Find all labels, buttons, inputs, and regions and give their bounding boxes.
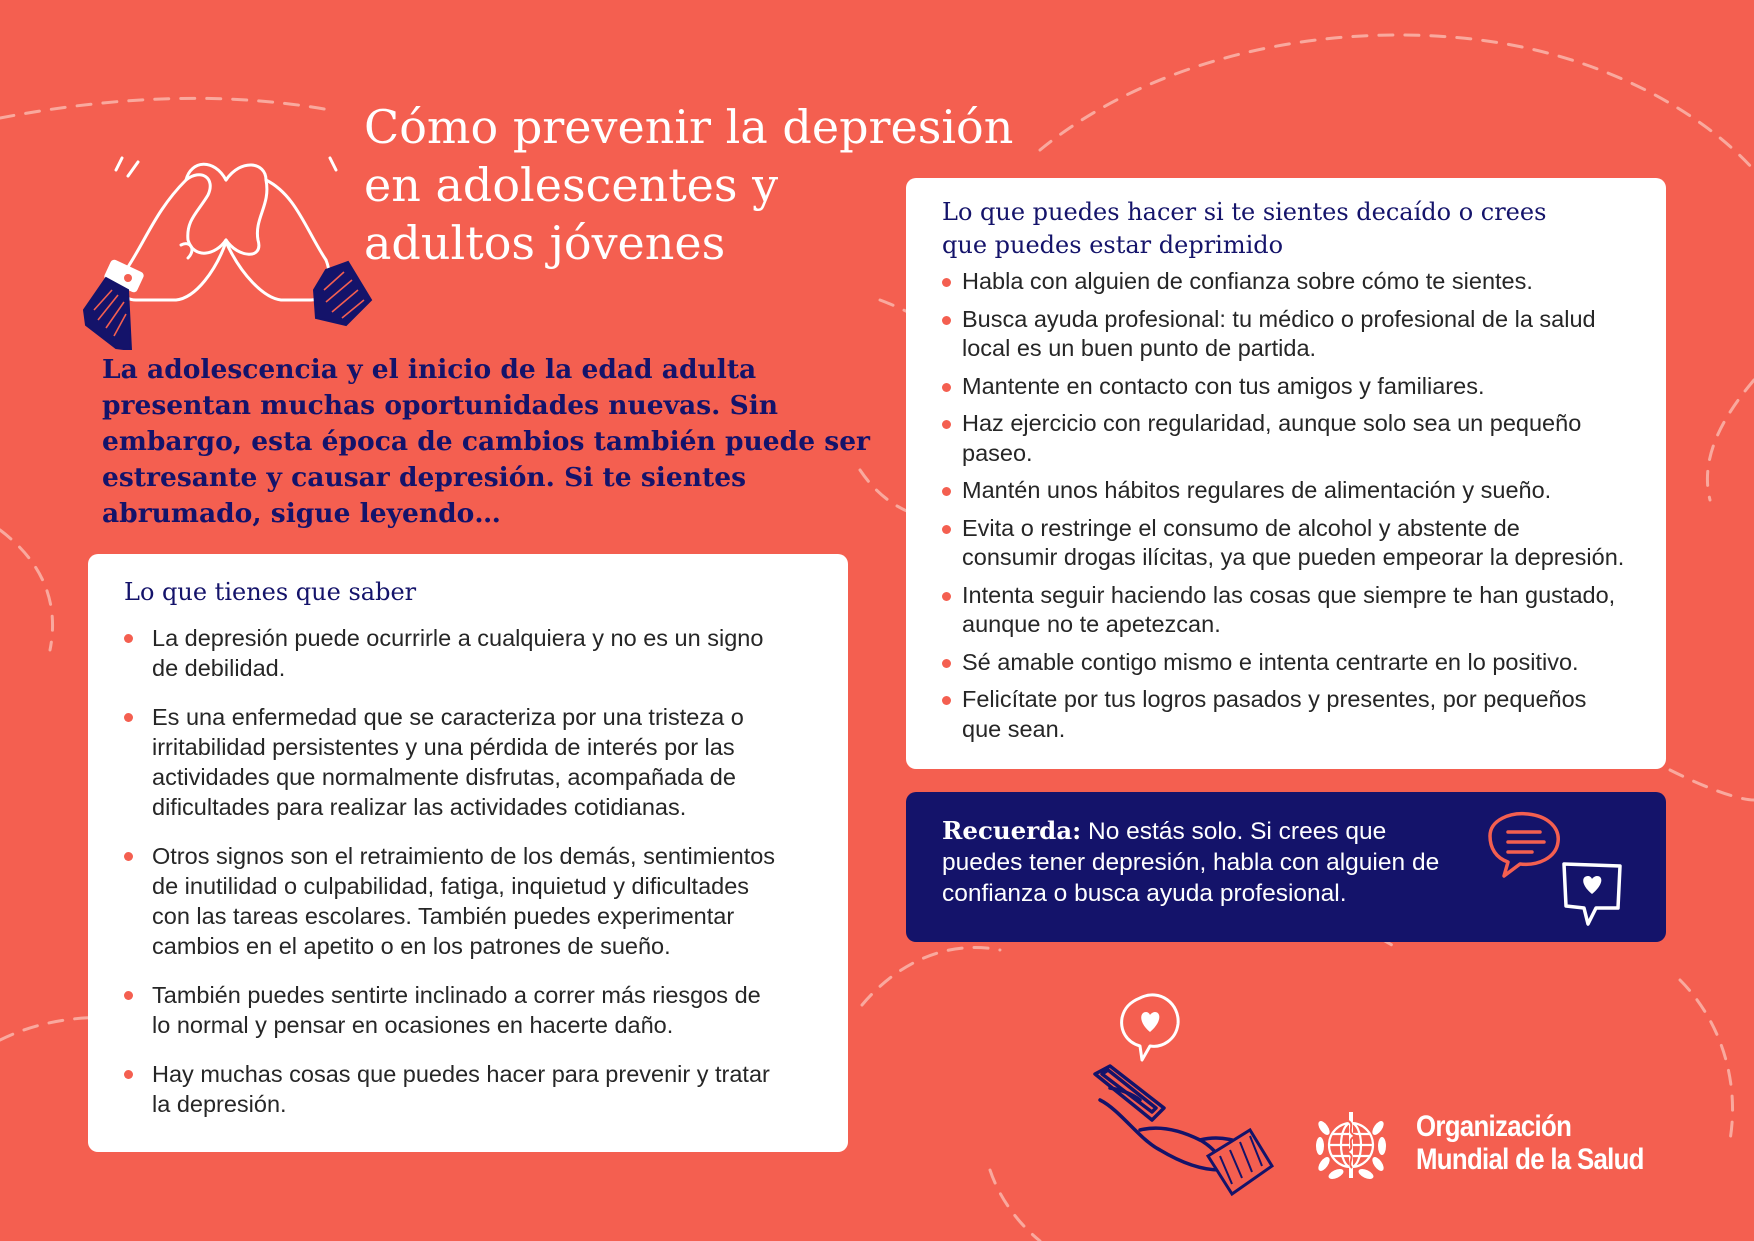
list-item-line: También puedes sentirte inclinado a correr más riesgos de	[152, 982, 761, 1008]
list-item	[942, 305, 1646, 364]
do-card-heading-line: que puedes estar deprimido	[942, 231, 1284, 259]
list-item-line: Mantente en contacto con tus amigos y familiares.	[962, 372, 1485, 399]
know-card	[88, 554, 848, 1152]
bullet-dot	[942, 659, 951, 668]
list-item-line: con las tareas escolares. También puedes experimentar	[152, 903, 735, 929]
bullet-dot	[124, 634, 133, 643]
list-item-line: Busca ayuda profesional: tu médico o profesional de la salud	[962, 305, 1596, 332]
list-item-line: que sean.	[962, 715, 1066, 742]
intro-line: estresante y causar depresión. Si te sientes	[102, 462, 747, 493]
list-item	[942, 267, 1646, 297]
list-item-line: consumir drogas ilícitas, ya que pueden empeorar la depresión.	[962, 544, 1625, 570]
list-item	[124, 980, 808, 1040]
bullet-dot	[942, 592, 951, 601]
list-item	[942, 581, 1646, 640]
bullet-dot	[942, 525, 951, 534]
remember-text	[942, 815, 1482, 909]
intro-line: La adolescencia y el inicio de la edad adulta	[102, 354, 757, 385]
list-item-line: Mantén unos hábitos regulares de alimentación y sueño.	[962, 477, 1552, 503]
chat-bubbles-icon	[1470, 808, 1650, 928]
list-item-line: local es un buen punto de partida.	[962, 335, 1317, 361]
bullet-dot	[942, 316, 951, 325]
list-item	[124, 702, 808, 822]
title-line: Cómo prevenir la depresión	[364, 100, 1014, 154]
organization-name-line: Mundial de la Salud	[1416, 1143, 1644, 1176]
list-item	[124, 1059, 808, 1119]
bullet-dot	[942, 696, 951, 705]
bullet-dot	[942, 487, 951, 496]
list-item	[124, 623, 808, 683]
list-item-line: paseo.	[962, 439, 1033, 466]
know-card-heading	[124, 576, 808, 609]
list-item-line: Sé amable contigo mismo e intenta centrarte en lo positivo.	[962, 648, 1579, 675]
list-item-line: irritabilidad persistentes y una pérdida de interés por las	[152, 734, 735, 760]
do-card-heading-line: Lo que puedes hacer si te sientes decaído o crees	[942, 198, 1547, 226]
list-item-line: La depresión puede ocurrirle a cualquiera y no es un signo	[152, 625, 764, 651]
intro-line: embargo, esta época de cambios también puede ser	[102, 426, 871, 457]
do-card	[906, 178, 1666, 769]
remember-label: Recuerda:	[942, 816, 1082, 845]
list-item-line: aunque no te apetezcan.	[962, 611, 1221, 637]
list-item-line: Felicítate por tus logros pasados y presentes, por pequeños	[962, 686, 1587, 712]
list-item-line: la depresión.	[152, 1091, 287, 1117]
phone-hand-icon	[1080, 990, 1300, 1210]
bullet-dot	[124, 713, 133, 722]
do-list	[942, 267, 1646, 744]
list-item	[942, 409, 1646, 468]
list-item-line: cambios en el apetito o en los patrones de sueño.	[152, 933, 671, 959]
intro-line: presentan muchas oportunidades nuevas. Sin	[102, 390, 779, 421]
know-list	[124, 623, 808, 1119]
list-item	[942, 685, 1646, 744]
who-emblem-icon	[1312, 1106, 1390, 1184]
title-line: adultos jóvenes	[364, 216, 726, 270]
heart-hands-icon	[76, 150, 376, 350]
bullet-dot	[124, 852, 133, 861]
remember-first-line-text: No estás solo. Si crees que	[1081, 818, 1387, 845]
title-line: en adolescentes y	[364, 158, 779, 212]
list-item-line: de inutilidad o culpabilidad, fatiga, inquietud y dificultades	[152, 873, 750, 899]
list-item-line: Hay muchas cosas que puedes hacer para prevenir y tratar	[152, 1061, 770, 1087]
list-item-line: Evita o restringe el consumo de alcohol y abstente de	[962, 514, 1520, 541]
list-item-line: de debilidad.	[152, 655, 286, 681]
remember-line: puedes tener depresión, habla con alguien de	[942, 849, 1440, 876]
list-item	[124, 841, 808, 961]
list-item-line: Habla con alguien de confianza sobre cómo te sientes.	[962, 268, 1533, 294]
bullet-dot	[124, 1070, 133, 1079]
list-item-line: Intenta seguir haciendo las cosas que siempre te han gustado,	[962, 581, 1616, 608]
list-item-line: dificultades para realizar las actividades cotidianas.	[152, 794, 687, 820]
list-item-line: Es una enfermedad que se caracteriza por una tristeza o	[152, 704, 744, 730]
who-logo	[1312, 1106, 1692, 1186]
intro-paragraph	[102, 352, 871, 532]
bullet-dot	[124, 991, 133, 1000]
do-card-heading	[942, 196, 1646, 262]
list-item	[942, 514, 1646, 573]
bullet-dot	[942, 383, 951, 392]
intro-line: abrumado, sigue leyendo…	[102, 498, 501, 529]
list-item-line: Otros signos son el retraimiento de los demás, sentimientos	[152, 843, 776, 869]
remember-line	[942, 815, 1482, 847]
list-item	[942, 372, 1646, 402]
list-item-line: actividades que normalmente disfrutas, acompañada de	[152, 764, 736, 790]
know-card-heading-text: Lo que tienes que saber	[124, 578, 417, 606]
list-item-line: Haz ejercicio con regularidad, aunque solo sea un pequeño	[962, 410, 1582, 436]
remember-line: confianza o busca ayuda profesional.	[942, 880, 1347, 907]
list-item-line: lo normal y pensar en ocasiones en hacerte daño.	[152, 1012, 674, 1038]
organization-name	[1416, 1110, 1644, 1176]
bullet-dot	[942, 420, 951, 429]
organization-name-line: Organización	[1416, 1110, 1572, 1143]
list-item	[942, 648, 1646, 678]
list-item	[942, 476, 1646, 506]
bullet-dot	[942, 278, 951, 287]
